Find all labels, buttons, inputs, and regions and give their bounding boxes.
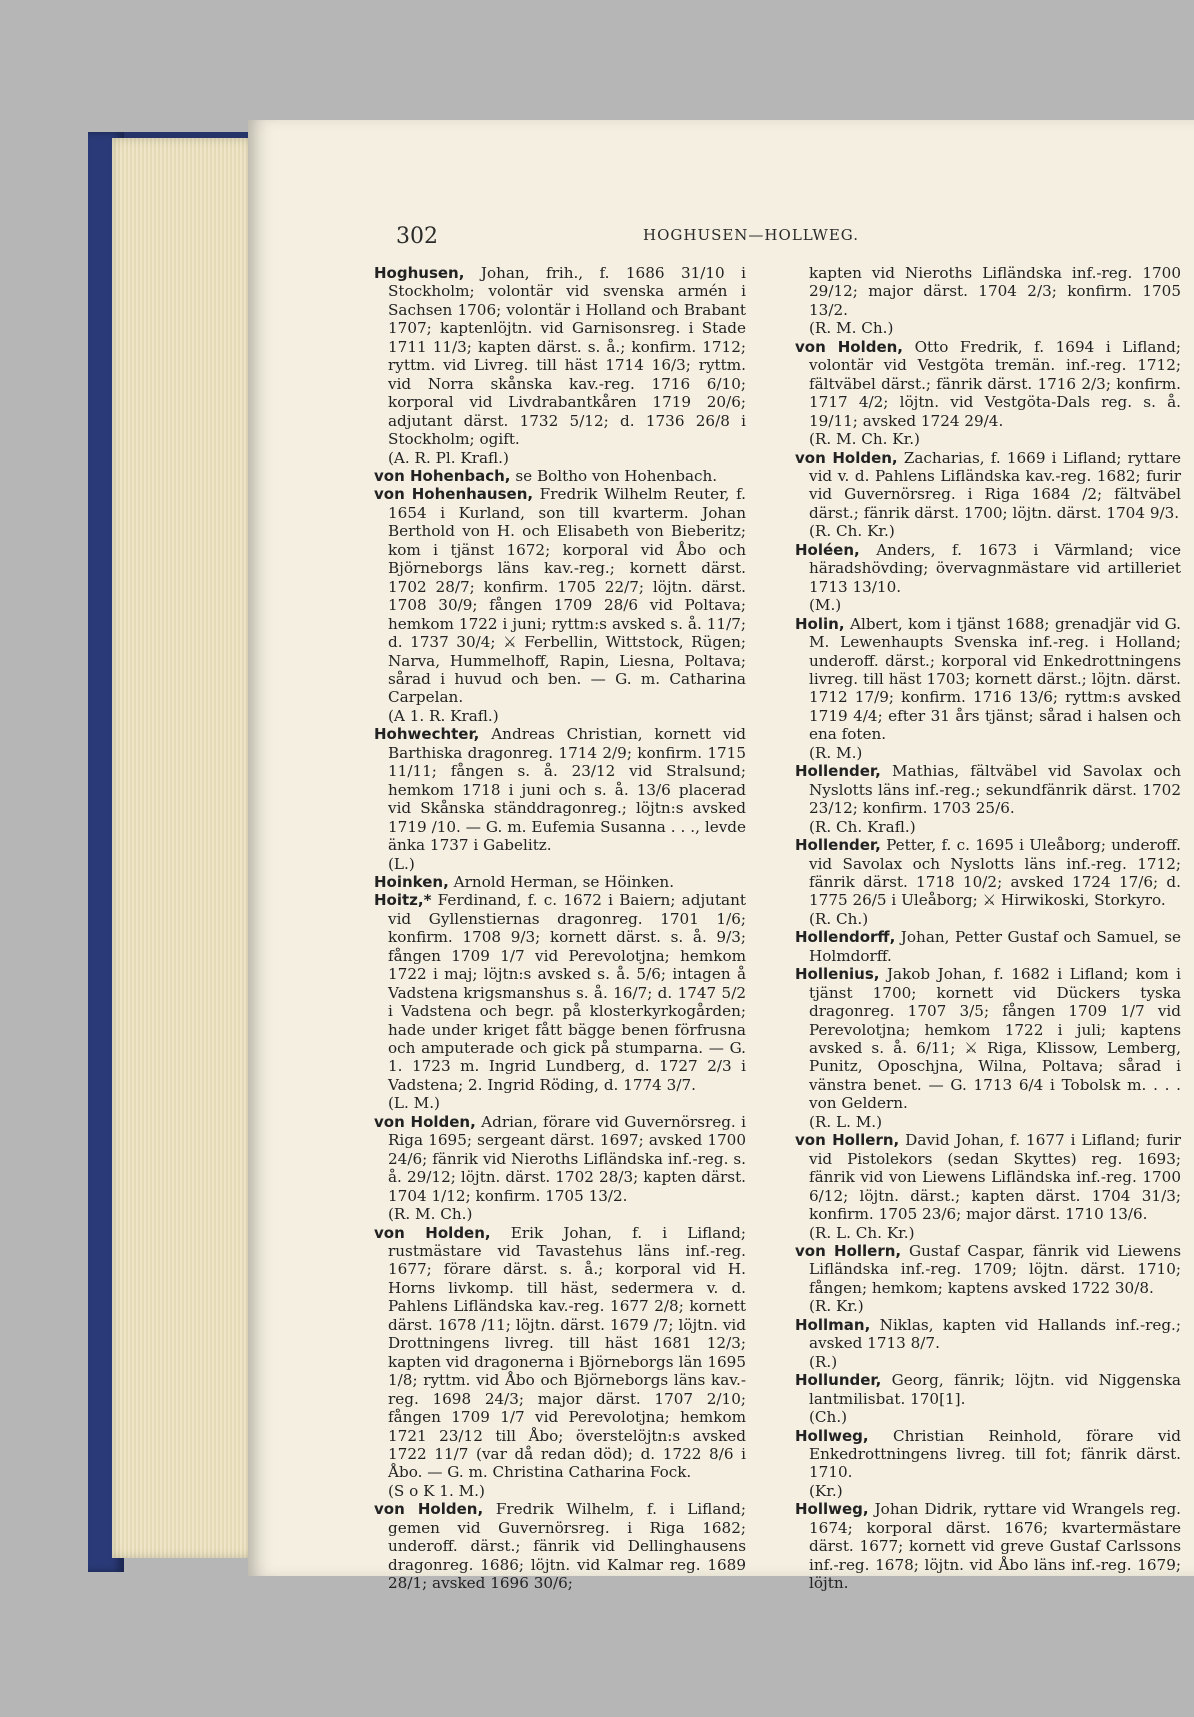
page-number: 302 — [396, 224, 438, 249]
entry-source — [795, 1224, 1181, 1242]
entry-name: Hoinken, — [374, 872, 449, 891]
entry-text: (R. M. Ch. Kr.) — [809, 430, 920, 449]
biography-entry — [795, 541, 1181, 596]
entry-name: von Holden, — [795, 448, 898, 467]
entry-source — [795, 1113, 1181, 1131]
entry-name: von Hollern, — [795, 1242, 902, 1261]
left-column — [374, 264, 746, 1593]
entry-name: Holin, — [795, 614, 845, 633]
entry-text: (L. M.) — [388, 1094, 440, 1113]
entry-text: Niklas, kapten vid Hallands inf.-reg.; avsked 1713 8/7. — [809, 1315, 1181, 1353]
biography-entry — [795, 1427, 1181, 1482]
entry-text: (R. Kr.) — [809, 1297, 864, 1316]
biography-entry — [795, 1242, 1181, 1297]
entry-source — [795, 1408, 1181, 1426]
biography-entry — [374, 725, 746, 854]
right-column — [795, 264, 1181, 1593]
entry-text: Petter, f. c. 1695 i Uleåborg; underoff. vid Savolax och Nyslotts läns inf.-reg. 1712; fänrik därst. 1718 10/2; avsked 1724 17/6; d. 1775 26/5 i Uleåborg; ⚔ Hirwikoski, Storkyro. — [809, 836, 1181, 910]
entry-text: kapten vid Nieroths Lifländska inf.-reg. 1700 29/12; major därst. 1704 2/3; konfirm. 1705 13/2. — [809, 264, 1181, 319]
entry-source — [795, 910, 1181, 928]
entry-source — [795, 319, 1181, 337]
entry-text: Georg, fänrik; löjtn. vid Niggenska lantmilisbat. 170[1]. — [809, 1371, 1181, 1408]
biography-entry — [795, 1316, 1181, 1353]
entry-source — [795, 818, 1181, 836]
entry-name: von Holden, — [374, 1500, 484, 1519]
entry-text: Fredrik Wilhelm Reuter, f. 1654 i Kurland, son till kvarterm. Johan Berthold von H. och Elisabeth von Bieberitz; kom i tjänst 1672; korporal vid Åbo och Björneborgs läns kav.-reg.; kornett därst. 1702 28/7; konfirm. 1705 22/7; löjtn. därst. 1708 30/9; fången 1709 28/6 vid Poltava; hemkom 1722 i juni; ryttm:s avsked s. å. 11/7; d. 1737 30/4; ⚔ Ferbellin, Wittstock, Rügen; Narva, Hummelhoff, Rapin, Liesna, Poltava; sårad i huvud och ben. — G. m. Catharina Carpelan. — [388, 485, 746, 707]
biography-entry — [374, 873, 746, 891]
entry-text: Fredrik Wilhelm, f. i Lifland; gemen vid Guvernörsreg. i Riga 1682; underoff. därst.; fänrik vid Dellinghausens dragonreg. 1686; löjtn. vid Kalmar reg. 1689 28/1; avsked 1696 30/6; — [388, 1500, 746, 1593]
biography-entry — [795, 1500, 1181, 1592]
page-edges — [112, 138, 252, 1558]
biography-entry — [374, 467, 746, 485]
biography-entry — [795, 1131, 1181, 1223]
biography-entry — [795, 928, 1181, 965]
entry-text: (L.) — [388, 854, 415, 873]
entry-text: Albert, kom i tjänst 1688; grenadjär vid G. M. Lewenhaupts Svenska inf.-reg. i Holland; underoff. därst.; korporal vid Enkedrottningens livreg. till häst 1703; kornett därst.; löjtn. därst. 1712 17/9; konfirm. 1716 13/6; ryttm:s avsked 1719 4/4; efter 31 års tjänst; sårad i halsen och ena foten. — [809, 614, 1181, 744]
biography-entry — [374, 891, 746, 1094]
entry-source — [795, 596, 1181, 614]
entry-text: (R. L. Ch. Kr.) — [809, 1223, 915, 1242]
entry-source — [795, 1482, 1181, 1500]
entry-name: Hollender, — [795, 762, 881, 781]
entry-source — [374, 707, 746, 725]
entry-text: (Ch.) — [809, 1408, 848, 1427]
entry-text: Johan Didrik, ryttare vid Wrangels reg. 1674; korporal därst. 1676; kvartermästare därst. 1677; kornett vid greve Gustaf Carlssons inf.-reg. 1678; löjtn. vid Åbo läns inf.-reg. 1679; löjtn. — [809, 1500, 1181, 1593]
biography-entry — [374, 264, 746, 449]
entry-source — [795, 744, 1181, 762]
entry-name: Hohwechter, — [374, 725, 480, 744]
entry-source — [374, 449, 746, 467]
book-page — [248, 120, 1194, 1593]
entry-name: Hoitz,* — [374, 891, 432, 910]
entry-name: Hoghusen, — [374, 264, 465, 282]
entry-name: von Hollern, — [795, 1131, 900, 1150]
entry-text: (R. M. Ch.) — [388, 1205, 473, 1224]
entry-name: von Hohenbach, — [374, 466, 511, 485]
biography-entry — [795, 449, 1181, 523]
entry-text: Ferdinand, f. c. 1672 i Baiern; adjutant vid Gyllenstiernas dragonreg. 1701 1/6; konfirm. 1708 9/3; kornett därst. s. å. 9/3; fången 1709 1/7 vid Perevolotjna; hemkom 1722 i maj; löjtn:s avsked s. å. 5/6; intagen å Vadstena krigsmanshus s. å. 16/7; d. 1747 5/2 i Vadstena och begr. på klosterkyrkogården; hade under kriget fått bägge benen förfrusna och amputerade och gick på stumparna. — G. 1. 1723 m. Ingrid Lundberg, d. 1727 2/3 i Vadstena; 2. Ingrid Röding, d. 1774 3/7. — [388, 891, 746, 1094]
biography-entry — [795, 1371, 1181, 1408]
biography-entry — [795, 338, 1181, 430]
entry-text: (R. L. M.) — [809, 1112, 883, 1131]
entry-text: Johan, frih., f. 1686 31/10 i Stockholm; volontär vid svenska armén i Sachsen 1706; volontär i Holland och Brabant 1707; kaptenlöjtn. vid Garnisonsreg. i Stade 1711 11/3; kapten därst. s. å.; konfirm. 1712; ryttm. vid Livreg. till häst 1714 16/3; ryttm. vid Norra skånska kav.-reg. 1716 6/10; korporal vid Livdrabantkåren 1719 20/6; adjutant därst. 1732 5/12; d. 1736 26/8 i Stockholm; ogift. — [388, 264, 746, 449]
entry-source — [795, 430, 1181, 448]
biography-entry — [795, 264, 1181, 319]
entry-name: von Holden, — [795, 337, 904, 356]
entry-name: Hollenius, — [795, 965, 880, 984]
entry-text: Johan, Petter Gustaf och Samuel, se Holmdorff. — [809, 928, 1181, 965]
entry-text: (M.) — [809, 596, 842, 615]
entry-source — [795, 1297, 1181, 1315]
entry-text: (R. Ch. Krafl.) — [809, 817, 916, 836]
entry-text: (R. M. Ch.) — [809, 319, 894, 338]
biography-entry — [795, 762, 1181, 817]
entry-name: Holéen, — [795, 540, 860, 559]
entry-text: Arnold Herman, se Höinken. — [448, 872, 675, 891]
biography-entry — [374, 485, 746, 706]
biography-entry — [795, 965, 1181, 1113]
entry-text: (Kr.) — [809, 1481, 843, 1500]
entry-text: (R.) — [809, 1352, 838, 1371]
entry-name: Hollender, — [795, 836, 881, 855]
entry-name: Hollweg, — [795, 1500, 869, 1519]
entry-text: (R. M.) — [809, 743, 863, 762]
entry-source — [374, 1094, 746, 1112]
biography-entry — [795, 615, 1181, 744]
entry-source — [374, 1205, 746, 1223]
entry-text: Mathias, fältväbel vid Savolax och Nyslotts läns inf.-reg.; sekundfänrik därst. 1702 23/12; konfirm. 1703 25/6. — [809, 762, 1181, 818]
entry-text: Andreas Christian, kornett vid Barthiska dragonreg. 1714 2/9; konfirm. 1715 11/11; fången s. å. 23/12 vid Stralsund; hemkom 1718 i juni och s. å. 13/6 placerad vid Skånska ständdragonreg.; löjtn:s avsked 1719 /10. — G. m. Eufemia Susanna . . ., levde änka 1737 i Gabelitz. — [388, 725, 746, 855]
entry-text: Erik Johan, f. i Lifland; rustmästare vid Tavastehus läns inf.-reg. 1677; förare därst. s. å.; korporal vid H. Horns livkomp. till häst, sedermera v. d. Pahlens Lifländska kav.-reg. 1677 2/8; kornett därst. 1678 /11; löjtn. därst. 1679 /7; löjtn. vid Drottningens livreg. till häst 1681 12/3; kapten vid dragonerna i Björneborgs län 1695 1/8; ryttm. vid Åbo och Björneborgs läns kav.-reg. 1698 24/3; major därst. 1707 2/10; fången 1709 1/7 vid Perevolotjna; hemkom 1721 23/12 till Åbo; överstelöjtn:s avsked 1722 11/7 (var då redan död); d. 1722 8/6 i Åbo. — G. m. Christina Catharina Fock. — [388, 1223, 746, 1482]
biography-entry — [374, 1224, 746, 1482]
entry-text: David Johan, f. 1677 i Lifland; furir vid Pistolekors (sedan Skyttes) reg. 1693; fänrik vid von Liewens Lifländska inf.-reg. 1700 6/12; löjtn. därst.; kapten därst. 1704 31/3; konfirm. 1705 23/6; major därst. 1710 13/6. — [809, 1131, 1181, 1224]
entry-text: se Boltho von Hohenbach. — [510, 466, 718, 485]
entry-text: (A 1. R. Krafl.) — [388, 706, 499, 725]
entry-text: (R. Ch. Kr.) — [809, 522, 895, 541]
entry-text: Adrian, förare vid Guvernörsreg. i Riga 1695; sergeant därst. 1697; avsked 1700 24/6; fänrik vid Nieroths Lifländska inf.-reg. s. å. 29/12; löjtn. därst. 1702 28/3; kapten därst. 1704 1/12; konfirm. 1705 13/2. — [388, 1112, 746, 1205]
entry-text: Jakob Johan, f. 1682 i Lifland; kom i tjänst 1700; kornett vid Dückers tyska dragonreg. 1707 3/5; fången 1709 1/7 vid Perevolotjna; hemkom 1722 i juli; kaptens avsked s. å. 6/11; ⚔ Riga, Klissow, Lemberg, Punitz, Oposchjna, Wilna, Poltava; sårad i vänstra benet. — G. 1713 6/4 i Tobolsk m. . . . von Geldern. — [809, 965, 1181, 1113]
biography-entry — [795, 836, 1181, 910]
entry-name: von Hohenhausen, — [374, 485, 534, 504]
entry-source — [795, 1353, 1181, 1371]
entry-text: Otto Fredrik, f. 1694 i Lifland; volontär vid Vestgöta tremän. inf.-reg. 1712; fältväbel därst.; fänrik därst. 1716 2/3; konfirm. 1717 4/2; löjtn. vid Vestgöta-Dals reg. s. å. 19/11; avsked 1724 29/4. — [809, 337, 1181, 430]
entry-text: Zacharias, f. 1669 i Lifland; ryttare vid v. d. Pahlens Lifländska kav.-reg. 1682; furir vid Guvernörsreg. i Riga 1684 /2; fältväbel därst.; fänrik därst. 1700; löjtn. därst. 1704 9/3. — [809, 448, 1181, 522]
entry-source — [374, 855, 746, 873]
biography-entry — [374, 1500, 746, 1592]
running-title: HOGHUSEN—HOLLWEG. — [643, 226, 860, 244]
entry-text: (A. R. Pl. Krafl.) — [388, 448, 509, 467]
entry-text: (S o K 1. M.) — [388, 1481, 485, 1500]
entry-name: Hollman, — [795, 1315, 871, 1334]
entry-text: Gustaf Caspar, fänrik vid Liewens Lifländska inf.-reg. 1709; löjtn. därst. 1710; fången; hemkom; kaptens avsked 1722 30/8. — [809, 1242, 1181, 1297]
biography-entry — [374, 1113, 746, 1205]
entry-name: von Holden, — [374, 1112, 476, 1131]
entry-source — [374, 1482, 746, 1500]
entry-source — [795, 522, 1181, 540]
entry-name: Hollweg, — [795, 1426, 869, 1445]
entry-name: Hollendorff, — [795, 928, 896, 947]
entry-text: (R. Ch.) — [809, 909, 869, 928]
entry-text: Christian Reinhold, förare vid Enkedrottningens livreg. till fot; fänrik därst. 1710. — [809, 1426, 1181, 1482]
entry-name: Hollunder, — [795, 1371, 882, 1390]
entry-text: Anders, f. 1673 i Värmland; vice häradshövding; övervagnmästare vid artilleriet 1713 13/10. — [809, 540, 1181, 596]
entry-name: von Holden, — [374, 1223, 491, 1242]
